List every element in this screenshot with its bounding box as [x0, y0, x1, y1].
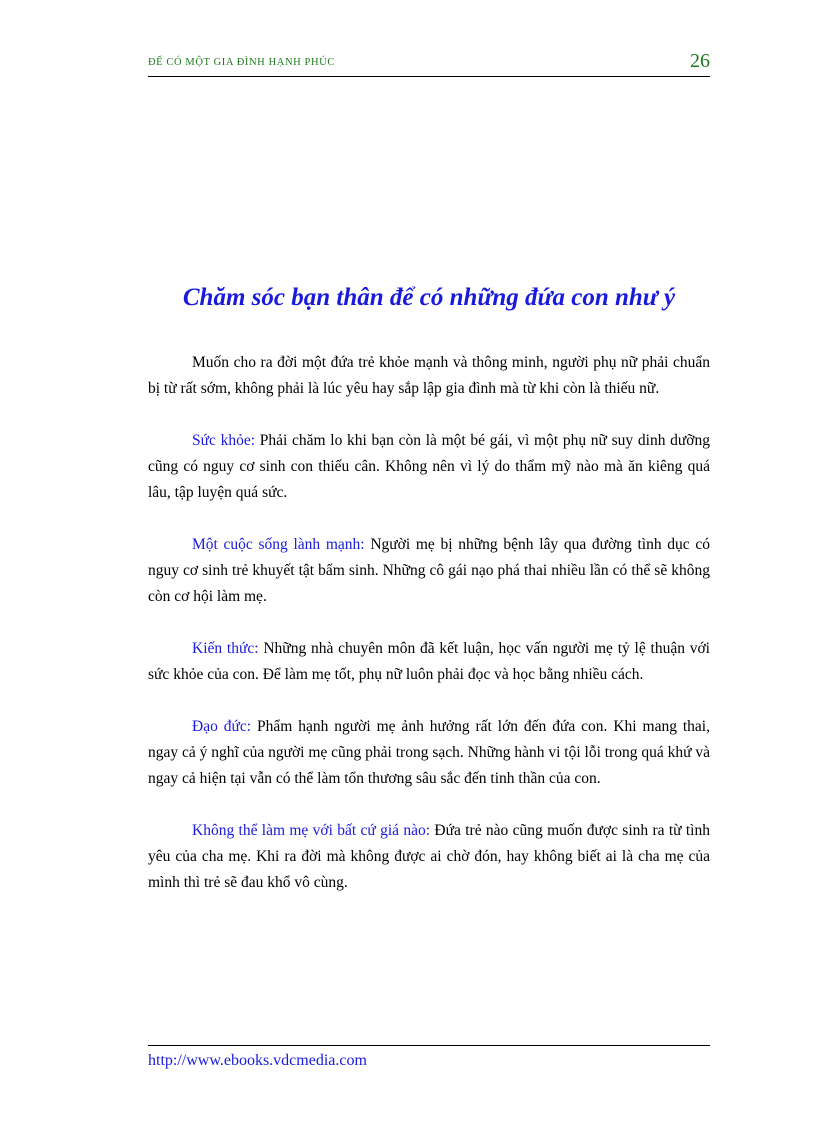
paragraph-health	[148, 428, 710, 506]
section-title: Chăm sóc bạn thân để có những đứa con như ý	[182, 284, 676, 311]
article-body	[148, 350, 710, 922]
page-footer	[148, 1045, 710, 1070]
paragraph-label: Đạo đức:	[192, 718, 252, 735]
paragraph-label: Kiến thức:	[192, 640, 259, 657]
paragraph-text: Phẩm hạnh người mẹ ảnh hưởng rất lớn đến đứa con. Khi mang thai, ngay cả ý nghĩ của người mẹ cũng phải trong sạch. Những hành vi tội lỗi trong quá khứ và ngay cả hiện tại vẫn có thể làm tổn thương sâu sắc đến tinh thần của con.	[148, 718, 711, 787]
paragraph-healthy-life	[148, 532, 710, 610]
paragraph-label: Sức khỏe:	[192, 432, 256, 449]
paragraph-knowledge	[148, 636, 710, 688]
paragraph-label: Không thể làm mẹ với bất cứ giá nào:	[192, 822, 431, 839]
paragraph-text: Những nhà chuyên môn đã kết luận, học vấn người mẹ tỷ lệ thuận với sức khỏe của con. Để làm mẹ tốt, phụ nữ luôn phải đọc và học bằng nhiều cách.	[148, 640, 710, 683]
paragraph-label: Một cuộc sống lành mạnh:	[192, 536, 365, 553]
paragraph-not-at-any-cost	[148, 818, 710, 896]
paragraph-ethics	[148, 714, 710, 792]
paragraph-text: Phải chăm lo khi bạn còn là một bé gái, vì một phụ nữ suy dinh dưỡng cũng có nguy cơ sinh con thiếu cân. Không nên vì lý do thẩm mỹ nào mà ăn kiêng quá lâu, tập luyện quá sức.	[148, 432, 710, 501]
paragraph-intro	[148, 350, 710, 402]
running-header-title: ĐỂ CÓ MỘT GIA ĐÌNH HẠNH PHÚC	[148, 57, 335, 68]
page-header	[148, 50, 710, 77]
page-number: 26	[690, 50, 710, 72]
paragraph-text: Đứa trẻ nào cũng muốn được sinh ra từ tình yêu của cha mẹ. Khi ra đời mà không được ai chờ đón, hay không biết ai là cha mẹ của mình thì trẻ sẽ đau khổ vô cùng.	[148, 822, 710, 891]
paragraph-text: Muốn cho ra đời một đứa trẻ khỏe mạnh và thông minh, người phụ nữ phải chuẩn bị từ rất sớm, không phải là lúc yêu hay sắp lập gia đình mà từ khi còn là thiếu nữ.	[148, 354, 710, 397]
footer-website-link[interactable]: http://www.ebooks.vdcmedia.com	[148, 1052, 367, 1069]
paragraph-text: Người mẹ bị những bệnh lây qua đường tình dục có nguy cơ sinh trẻ khuyết tật bẩm sinh. Những cô gái nạo phá thai nhiều lần có thể sẽ không còn cơ hội làm mẹ.	[148, 536, 711, 605]
